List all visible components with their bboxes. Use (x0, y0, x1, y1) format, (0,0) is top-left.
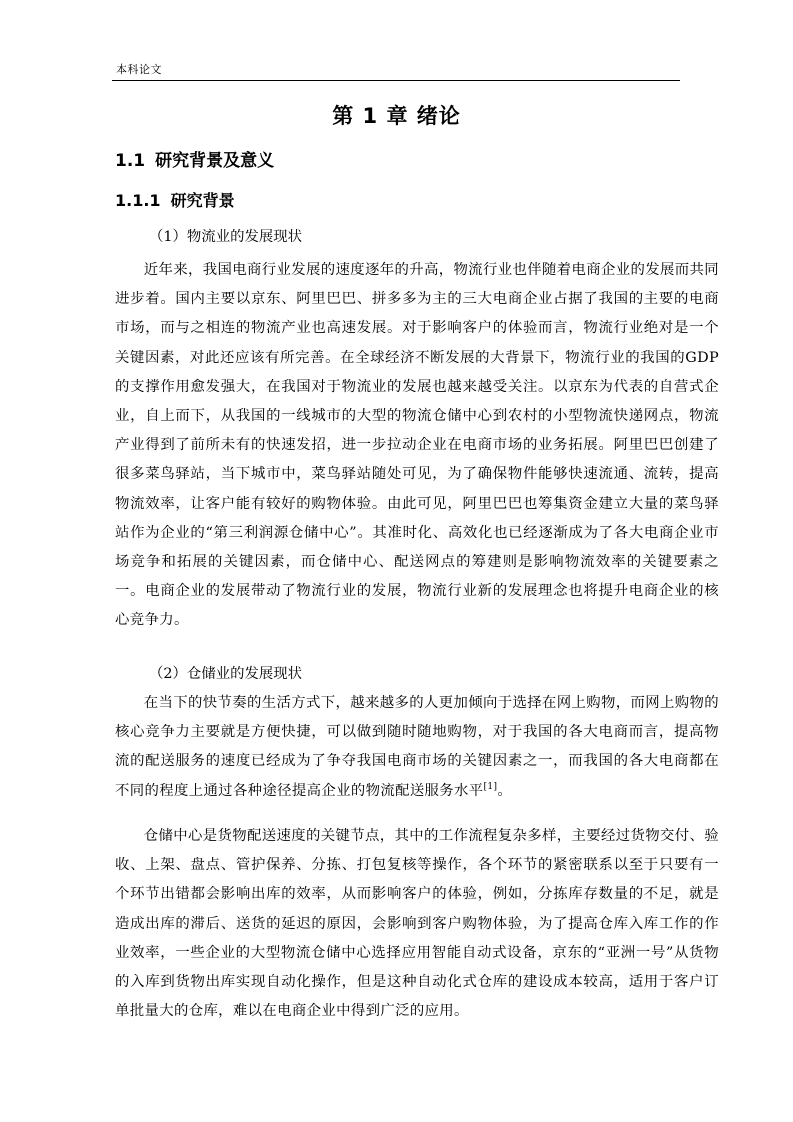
section-title: 研究背景及意义 (155, 151, 275, 171)
section-number: 1.1 (115, 151, 146, 171)
subsection-title: 研究背景 (170, 191, 235, 210)
paragraph-warehousing-2: 仓储中心是货物配送速度的关键节点，其中的工作流程复杂多样，主要经过货物交付、验收、上架、盘点、管护保养、分拣、打包复核等操作，各个环节的紧密联系以至于只要有一个环节出错都会影响出库的效率，从而影响客户的体验，例如，分拣库存数量的不足，就是造成出库的滞后、送货的延迟的原因，会影响到客户购物体验，为了提高仓库入库工作的作业效率，一些企业的大型物流仓储中心选择应用智能自动式设备，京东的“亚洲一号”从货物的入库到货物出库实现自动化操作，但是这种自动化式仓库的建设成本较高，适用于客户订单批量大的仓库，难以在电商企业中得到广泛的应用。 (115, 828, 719, 1020)
citation-ref: [1] (483, 781, 498, 792)
paragraph-warehousing-1-end: 。 (497, 782, 513, 799)
subsection-heading (115, 188, 235, 211)
chapter-title: 第 1 章 绪论 (332, 104, 461, 128)
paragraph-warehousing-1-text: 在当下的快节奏的生活方式下，越来越多的人更加倾向于选择在网上购物，而网上购物的核心竞争力主要就是方便快捷，可以做到随时随地购物，对于我国的各大电商而言，提高物流的配送服务的速度已经成为了争夺我国电商市场的关键因素之一，而我国的各大电商都在不同的程度上通过各种途径提高企业的物流配送服务水平 (115, 695, 719, 799)
section-heading (115, 146, 274, 171)
header-divider (112, 80, 680, 81)
running-header: 本科论文 (116, 63, 162, 76)
item-heading-logistics: （1）物流业的发展现状 (149, 229, 303, 245)
subsection-number: 1.1.1 (115, 191, 161, 210)
item-heading-warehousing: （2）仓储业的发展现状 (149, 666, 303, 682)
paragraph-logistics: 近年来，我国电商行业发展的速度逐年的升高，物流行业也伴随着电商企业的发展而共同进步着。国内主要以京东、阿里巴巴、拼多多为主的三大电商企业占据了我国的主要的电商市场，而与之相连的物流产业也高速发展。对于影响客户的体验而言，物流行业绝对是一个关键因素，对此还应该有所完善。在全球经济不断发展的大背景下，物流行业的我国的GDP的支撑作用愈发强大，在我国对于物流业的发展也越来越受关注。以京东为代表的自营式企业，自上而下，从我国的一线城市的大型的物流仓储中心到农村的小型物流快递网点，物流产业得到了前所未有的快速发招，进一步拉动企业在电商市场的业务拓展。阿里巴巴创建了很多菜鸟驿站，当下城市中，菜鸟驿站随处可见，为了确保物件能够快速流通、流转，提高物流效率，让客户能有较好的购物体验。由此可见，阿里巴巴也筹集资金建立大量的菜鸟驿站作为企业的“第三利润源仓储中心”。其准时化、高效化也已经逐渐成为了各大电商企业市场竞争和拓展的关键因素，而仓储中心、配送网点的筹建则是影响物流效率的关键要素之一。电商企业的发展带动了物流行业的发展，物流行业新的发展理念也将提升电商企业的核心竞争力。 (115, 262, 719, 629)
paragraph-warehousing-1 (115, 689, 719, 806)
